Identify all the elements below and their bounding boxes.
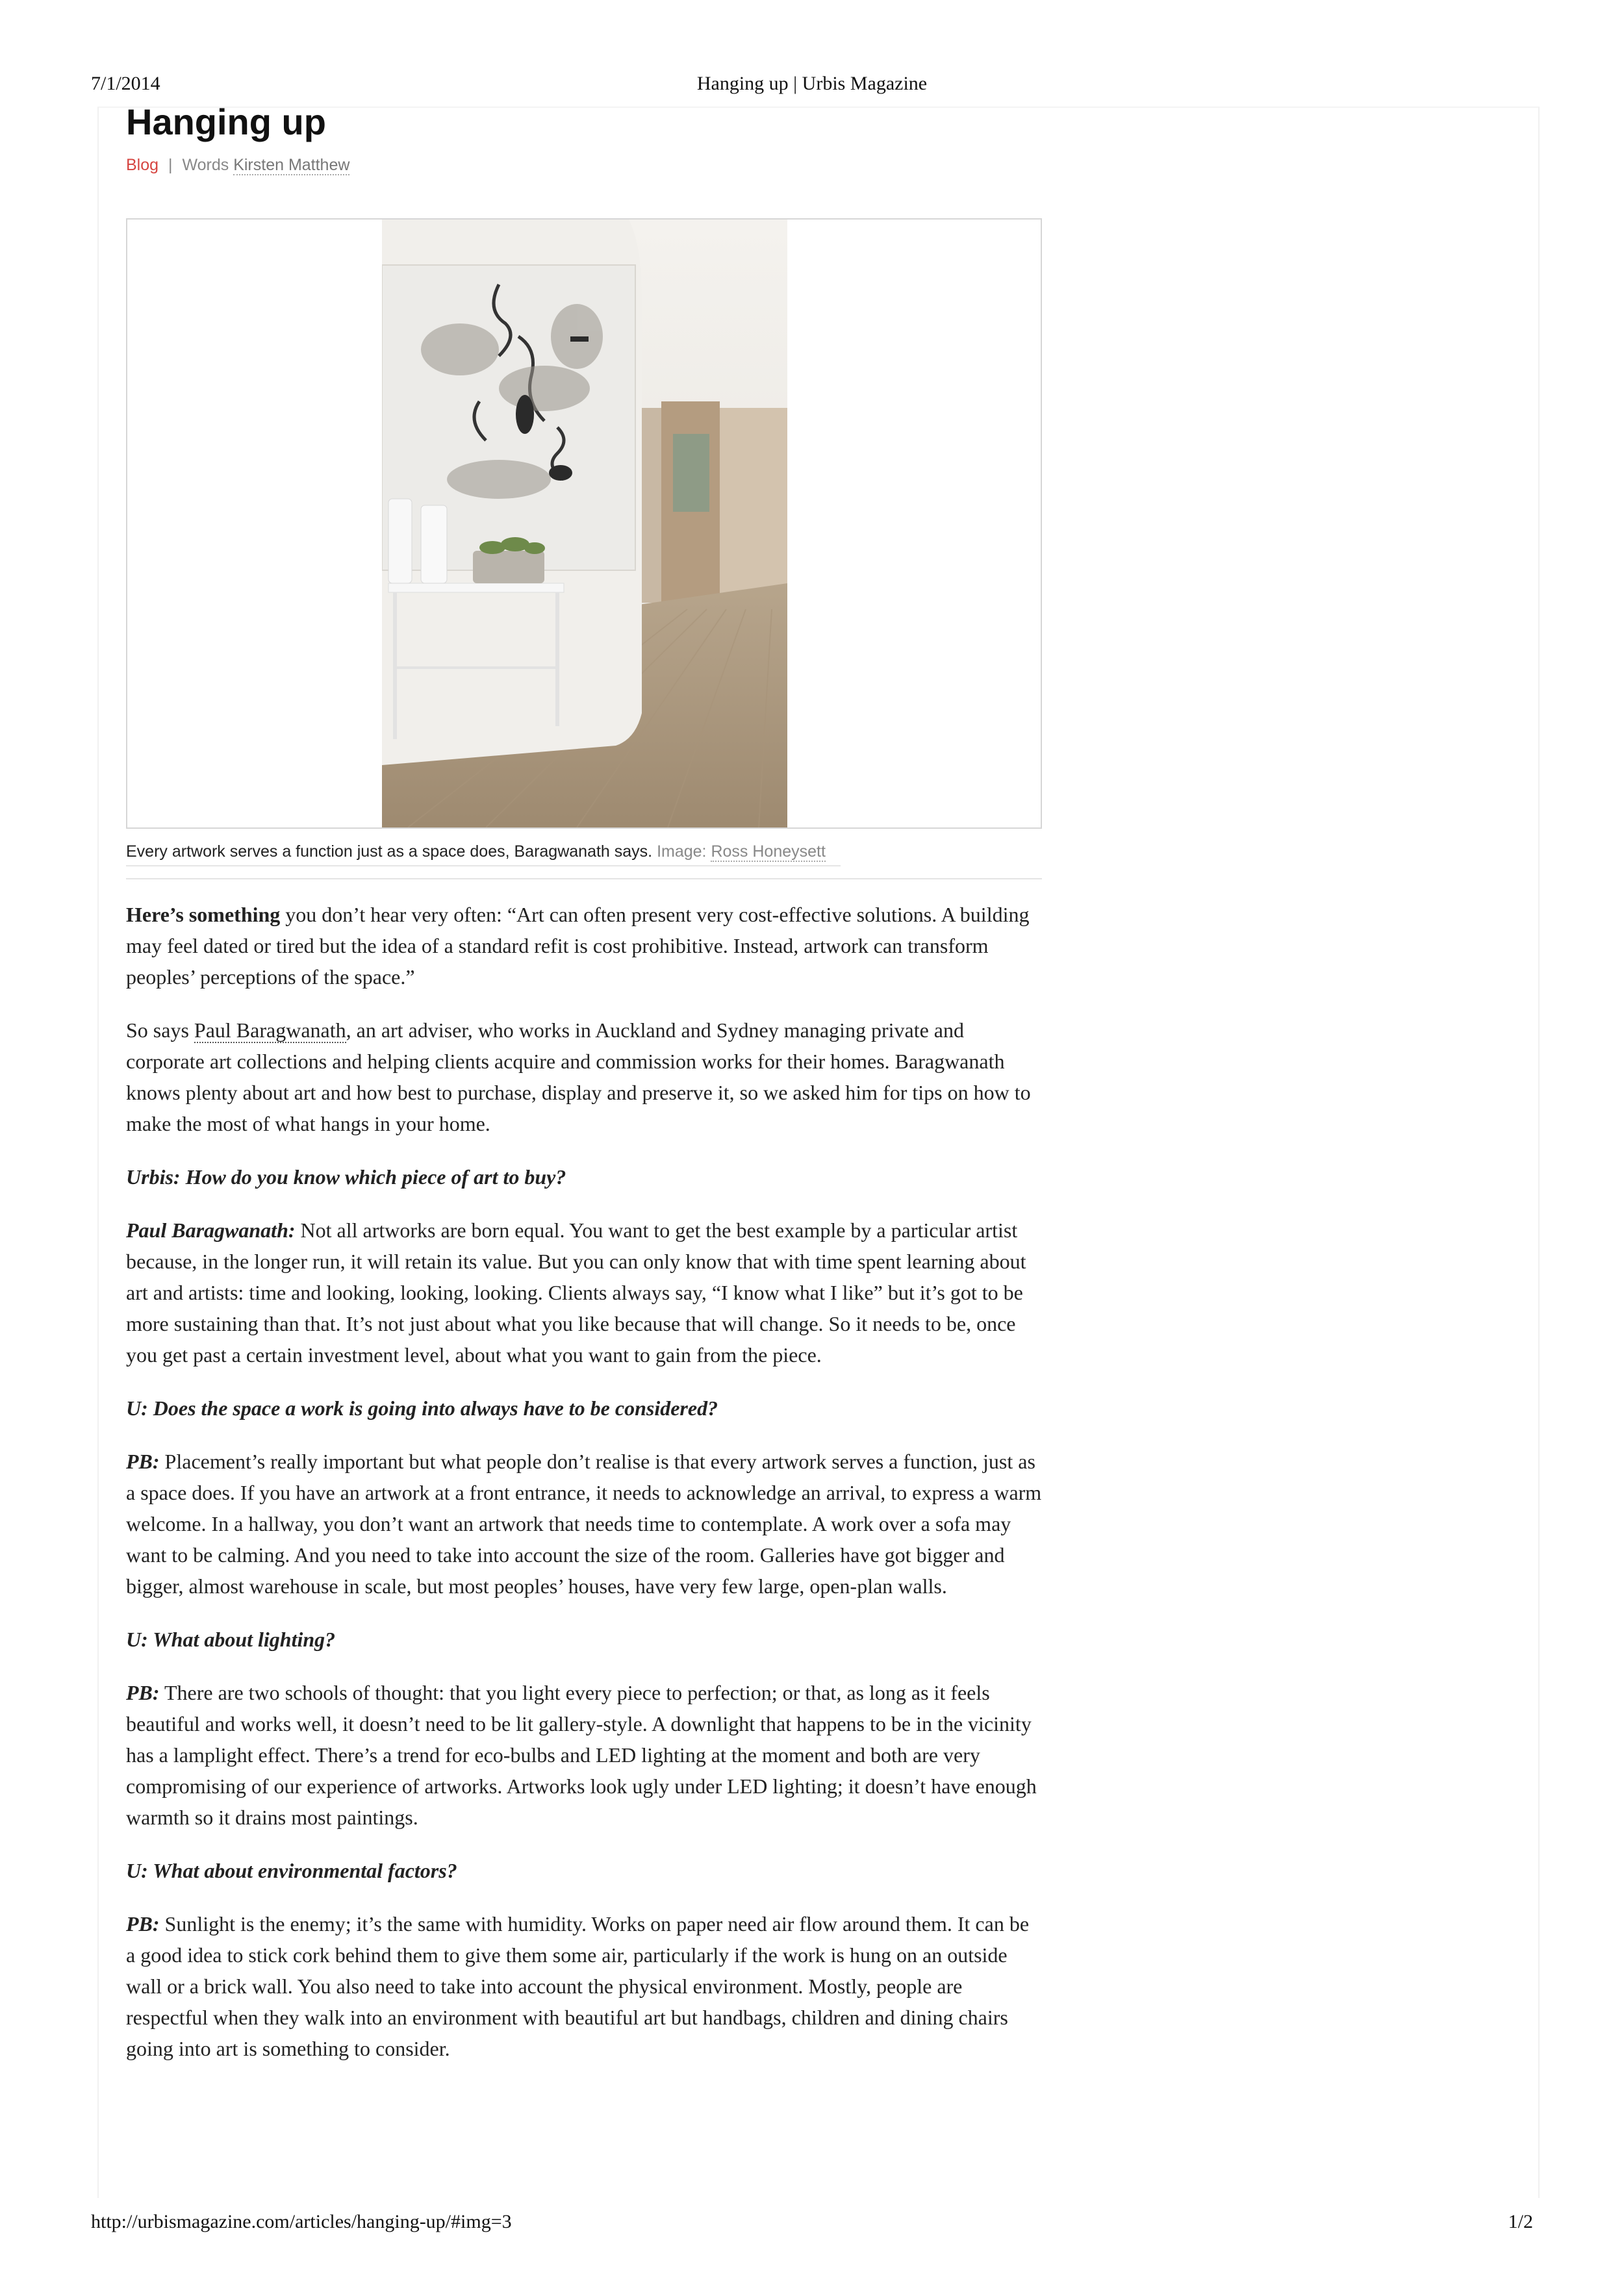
article-figure: [126, 218, 1042, 829]
category-link[interactable]: Blog: [126, 156, 159, 174]
article-body: [126, 899, 1042, 2064]
interior-artwork-photo: [382, 220, 787, 827]
caption-credit-label: Image:: [657, 842, 707, 861]
question-4: U: What about environmental factors?: [126, 1859, 457, 1882]
question-2: U: Does the space a work is going into always have to be considered?: [126, 1396, 718, 1420]
intro-lead: Here’s something: [126, 903, 281, 926]
answer-1-text: Not all artworks are born equal. You want to get the best example by a particular artist because, in the longer run, it will retain its value. But you can only know that with time spent learning about art and artists: time and looking, looking, looking. Clients always say, “I know what I like” but it’s got to be more sustaining than that. It’s not just about what you like because that will change. So it needs to be, once you get past a certain investment level, about what you want to gain from the piece.: [126, 1218, 1026, 1367]
bio-after: , an art adviser, who works in Auckland and Sydney managing private and corporate art collections and helping clients acquire and commission works for their homes. Baragwanath knows plenty about art and how best to purchase, display and preserve it, so we asked him for tips on how to make the most of what hangs in your home.: [126, 1018, 1031, 1135]
figure-divider: [126, 878, 1042, 879]
words-label: Words: [182, 156, 229, 174]
article: [126, 97, 1042, 2086]
intro-text: you don’t hear very often: “Art can often present very cost-effective solutions. A building may feel dated or tired but the idea of a standard refit is cost prohibitive. Instead, artwork can transform peoples’ perceptions of the space.”: [126, 903, 1030, 989]
answer-2: [126, 1446, 1042, 1602]
answer-2-text: Placement’s really important but what people don’t realise is that every artwork serves a function, just as a space does. If you have an artwork at a front entrance, it needs to acknowledge an arrival, to express a warm welcome. In a hallway, you don’t want an artwork that needs time to contemplate. A work over a sofa may want to be calming. And you need to take into account the size of the room. Galleries have got bigger and bigger, almost warehouse in scale, but most peoples’ houses, have very few large, open-plan walls.: [126, 1450, 1042, 1598]
caption-credit-link[interactable]: Ross Honeysett: [711, 842, 826, 861]
answer-3-text: There are two schools of thought: that you light every piece to perfection; or that, as long as it feels beautiful and works well, it doesn’t need to be lit gallery-style. A downlight that happens to be in the vicinity has a lamplight effect. There’s a trend for eco-bulbs and LED lighting at the moment and both are very compromising of our experience of artworks. Artworks look ugly under LED lighting; it doesn’t have enough warmth so it drains most paintings.: [126, 1681, 1037, 1829]
print-header: [91, 73, 1533, 99]
answer-3-speaker: PB:: [126, 1681, 160, 1704]
image-caption: [126, 840, 841, 866]
article-photo[interactable]: [382, 220, 787, 827]
answer-4-text: Sunlight is the enemy; it’s the same with humidity. Works on paper need air flow around them. It can be a good idea to stick cork behind them to give them some air, particularly if the work is hung on an outside wall or a brick wall. You also need to take into account the physical environment. Mostly, people are respectful when they walk into an environment with beautiful art but handbags, children and dining chairs going into art is something to consider.: [126, 1912, 1030, 2060]
article-meta: [126, 156, 1042, 179]
author-link[interactable]: Kirsten Matthew: [233, 156, 350, 174]
question-3: U: What about lighting?: [126, 1628, 336, 1651]
answer-1-speaker: Paul Baragwanath:: [126, 1218, 296, 1242]
baragwanath-link[interactable]: Paul Baragwanath: [194, 1018, 346, 1042]
question-1: Urbis: How do you know which piece of art to buy?: [126, 1165, 566, 1189]
print-footer: [91, 2211, 1533, 2237]
print-page-title: Hanging up | Urbis Magazine: [696, 73, 928, 94]
answer-2-speaker: PB:: [126, 1450, 160, 1473]
intro-paragraph: [126, 899, 1042, 992]
meta-separator: |: [168, 156, 173, 174]
article-title: Hanging up: [126, 101, 326, 142]
answer-4: [126, 1908, 1042, 2064]
bio-paragraph: [126, 1015, 1042, 1139]
answer-1: [126, 1215, 1042, 1370]
bio-before: So says: [126, 1018, 194, 1042]
print-url: http://urbismagazine.com/articles/hanging-up/#img=3: [91, 2211, 512, 2232]
answer-4-speaker: PB:: [126, 1912, 160, 1936]
print-date: 7/1/2014: [91, 73, 160, 94]
print-page-number: 1/2: [1508, 2211, 1533, 2232]
answer-3: [126, 1677, 1042, 1833]
caption-text: Every artwork serves a function just as a space does, Baragwanath says.: [126, 842, 653, 861]
